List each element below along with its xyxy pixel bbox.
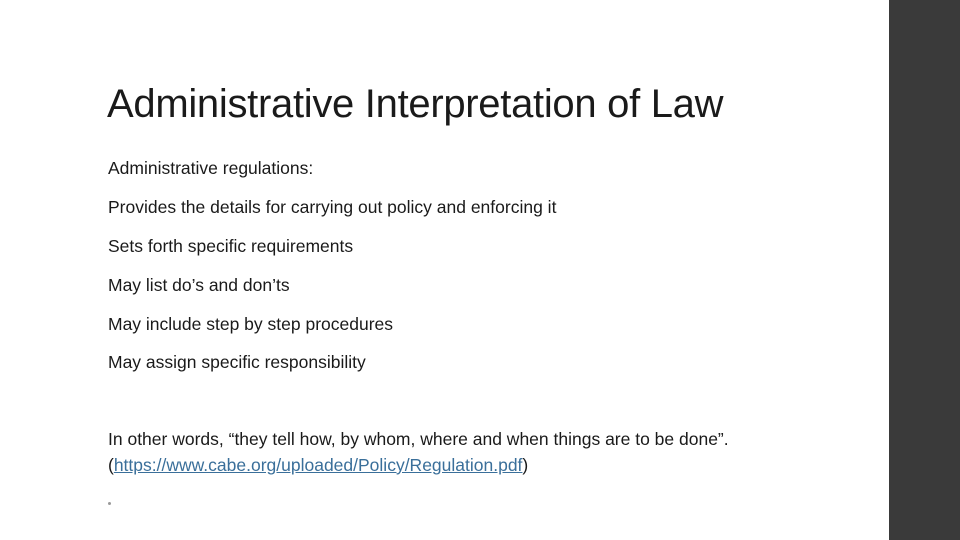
citation-link[interactable]: https://www.cabe.org/uploaded/Policy/Regulation.pdf	[113, 455, 523, 475]
sidebar-accent	[889, 0, 960, 540]
quote-line: In other words, “they tell how, by whom, where and when things are to be done”.	[108, 429, 729, 449]
empty-bullet-dot	[108, 502, 111, 505]
body-line-requirements: Sets forth specific requirements	[108, 236, 354, 256]
slide-title: Administrative Interpretation of Law	[107, 82, 724, 126]
body-line-procedures: May include step by step procedures	[108, 314, 394, 334]
body-line-intro: Administrative regulations:	[108, 158, 314, 178]
citation-line	[108, 455, 528, 476]
body-line-dos-donts: May list do’s and don’ts	[108, 275, 290, 295]
citation-close-paren: )	[522, 455, 529, 475]
body-line-responsibility: May assign specific responsibility	[108, 352, 366, 372]
citation-open-paren: (	[108, 455, 114, 475]
body-line-details: Provides the details for carrying out policy and enforcing it	[108, 197, 557, 217]
